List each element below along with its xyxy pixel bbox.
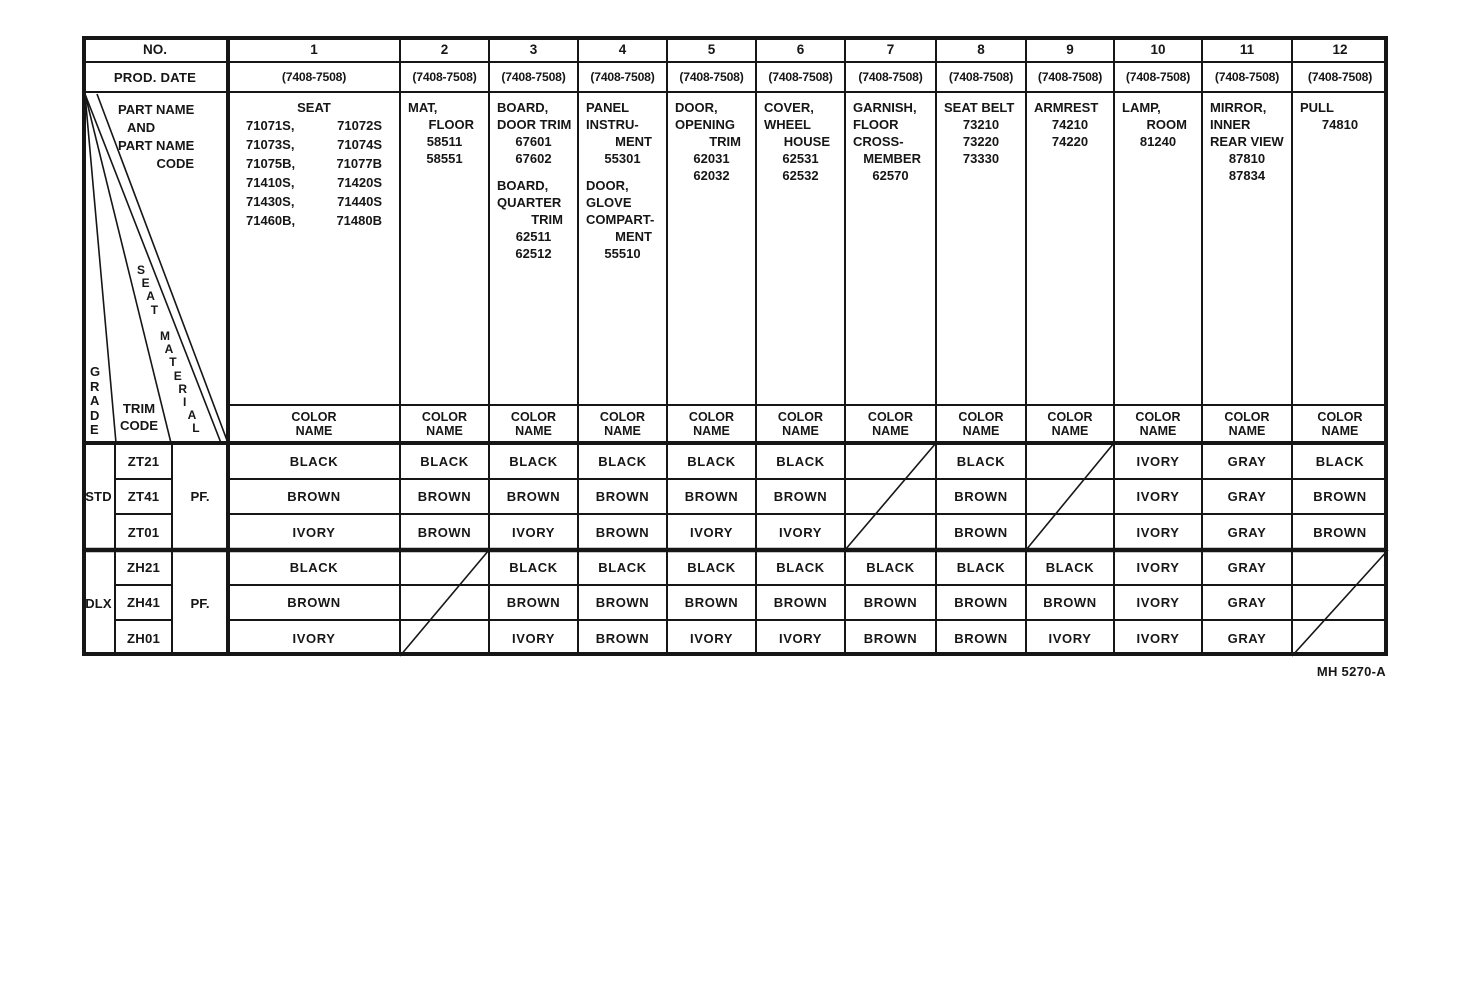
color-value-cell: BROWN — [773, 595, 828, 610]
color-value-cell: IVORY — [1136, 560, 1180, 575]
color-value-cell: BLACK — [776, 560, 825, 575]
part-name-line: 74220 — [1051, 134, 1089, 149]
part-code: 71072S — [337, 118, 382, 133]
prod-date-cell: (7408-7508) — [590, 70, 655, 84]
prod-date-cell: (7408-7508) — [1125, 70, 1191, 84]
color-value-cell: IVORY — [1136, 489, 1180, 504]
column-number-cell: 2 — [440, 41, 449, 57]
color-value-cell: BROWN — [863, 630, 918, 646]
column-number-cell: 9 — [1066, 41, 1074, 57]
part-name-line: HOUSE — [783, 134, 830, 149]
part-name-line: TRIM — [709, 134, 741, 149]
prod-date-cell: (7408-7508) — [1307, 70, 1373, 84]
part-name-line: COMPART- — [586, 212, 655, 227]
seat-material-header-letter: A — [187, 408, 197, 423]
color-value-cell: BLACK — [866, 560, 915, 575]
part-name-line: DOOR, — [675, 100, 718, 115]
color-name-header-line: COLOR — [958, 410, 1004, 424]
color-value-cell: BLACK — [509, 453, 558, 469]
color-name-header-line: COLOR — [421, 410, 468, 424]
part-name-line: DOOR, — [586, 178, 629, 193]
color-value-cell: BLACK — [598, 560, 647, 575]
part-name-line: ARMREST — [1034, 100, 1099, 115]
color-name-header-line: NAME — [1228, 424, 1266, 438]
trim-code-header-line: CODE — [119, 418, 159, 433]
grade-header-letter: A — [90, 393, 100, 409]
color-value-cell: BROWN — [863, 595, 918, 610]
color-value-cell: BROWN — [595, 489, 650, 504]
color-value-cell: BLACK — [598, 453, 647, 469]
prod-date-cell: (7408-7508) — [768, 70, 833, 84]
part-name-line: 62032 — [693, 168, 730, 183]
seat-material-header-letter: T — [169, 355, 177, 370]
color-value-cell: BLACK — [956, 453, 1006, 469]
column-number-cell: 6 — [796, 41, 805, 57]
part-name-line: BOARD, — [497, 178, 549, 193]
prod-date-cell: (7408-7508) — [1037, 70, 1103, 84]
column-number-cell: 12 — [1332, 41, 1348, 57]
part-name-line: 73330 — [962, 151, 1000, 166]
part-code: 71077B — [336, 156, 382, 171]
part-name-line: MENT — [615, 229, 652, 244]
part-name-line: INNER — [1210, 117, 1251, 132]
color-value-cell: IVORY — [779, 630, 822, 646]
parts-color-table — [82, 36, 1388, 656]
part-name-line: 55301 — [604, 151, 641, 166]
color-value-cell: GRAY — [1227, 453, 1267, 469]
grade-header-letter: G — [90, 364, 101, 379]
color-value-cell: BROWN — [773, 489, 828, 504]
part-name-header-line: CODE — [156, 156, 194, 171]
trim-code-cell: ZT41 — [127, 489, 160, 504]
color-value-cell: BROWN — [287, 489, 341, 504]
color-value-cell: BLACK — [1045, 560, 1095, 575]
part-name-line: 74210 — [1051, 117, 1089, 132]
seat-material-header-letter: E — [141, 276, 150, 291]
part-name-line: GARNISH, — [853, 100, 917, 115]
color-value-cell: IVORY — [779, 524, 822, 540]
part-name-line: GLOVE — [586, 195, 632, 210]
part-name-line: 62532 — [782, 168, 819, 183]
color-name-header-line: COLOR — [291, 410, 337, 424]
color-value-cell: IVORY — [690, 524, 733, 540]
color-value-cell: GRAY — [1227, 560, 1267, 575]
part-name-line: 55510 — [604, 246, 641, 261]
part-name-line: 62531 — [782, 151, 819, 166]
part-name-line: REAR VIEW — [1210, 134, 1284, 149]
prod-date-header-cell: PROD. DATE — [113, 69, 197, 85]
color-name-header-line: COLOR — [1317, 410, 1363, 424]
color-value-cell: BLACK — [289, 453, 339, 469]
color-value-cell: BROWN — [1313, 524, 1367, 540]
color-name-header-line: NAME — [1321, 424, 1359, 438]
grid-lines — [82, 36, 1388, 656]
seat-material-header-letter: M — [160, 329, 170, 343]
color-value-cell: BROWN — [1043, 595, 1097, 610]
part-name-line: 67602 — [515, 151, 552, 166]
part-name-line: TRIM — [531, 212, 563, 227]
color-value-cell: BLACK — [687, 453, 736, 469]
part-name-line: SEAT — [297, 100, 331, 115]
part-code: 71460B, — [246, 213, 296, 228]
color-name-header-line: COLOR — [1047, 410, 1093, 424]
color-value-cell: BROWN — [954, 524, 1008, 540]
column-number-cell: 3 — [529, 41, 538, 57]
seat-material-header-letter: E — [173, 368, 182, 383]
color-value-cell: IVORY — [512, 630, 555, 646]
not-applicable-slash — [400, 550, 489, 656]
part-name-line: SEAT BELT — [944, 100, 1015, 115]
color-value-cell: BLACK — [687, 560, 736, 575]
prod-date-cell: (7408-7508) — [1214, 70, 1280, 84]
color-name-header-line: COLOR — [1135, 410, 1181, 424]
part-name-line: MAT, — [408, 100, 438, 115]
part-code: 71480B — [336, 213, 382, 228]
color-name-header-line: COLOR — [599, 410, 646, 424]
color-value-cell: IVORY — [292, 630, 336, 646]
color-value-cell: BROWN — [684, 489, 739, 504]
color-value-cell: BROWN — [595, 595, 650, 610]
column-number-cell: 11 — [1239, 41, 1255, 57]
seat-material-header-letter: A — [146, 289, 155, 304]
color-value-cell: IVORY — [1136, 630, 1180, 646]
column-number-cell: 1 — [310, 41, 318, 57]
color-name-header-line: NAME — [782, 424, 819, 438]
color-value-cell: BROWN — [595, 524, 650, 540]
part-name-line: COVER, — [764, 100, 814, 115]
color-value-cell: BROWN — [506, 595, 561, 610]
trim-code-cell: ZH41 — [126, 595, 161, 610]
part-name-line: 73210 — [962, 117, 1000, 132]
color-value-cell: IVORY — [1136, 595, 1180, 610]
trim-code-cell: ZH21 — [126, 560, 161, 575]
seat-material-header-letter: S — [137, 263, 146, 277]
seat-material-header-letter: L — [192, 421, 200, 436]
color-value-cell: IVORY — [512, 524, 555, 540]
part-name-header-line: PART NAME — [118, 102, 195, 117]
color-value-cell: IVORY — [1136, 453, 1180, 469]
not-applicable-slash — [1292, 550, 1388, 656]
prod-date-cell: (7408-7508) — [948, 70, 1014, 84]
color-value-cell: BROWN — [684, 595, 739, 610]
part-name-line: 62031 — [693, 151, 730, 166]
part-name-line: LAMP, — [1122, 100, 1161, 115]
color-value-cell: BLACK — [289, 560, 339, 575]
color-name-header-line: NAME — [295, 424, 333, 438]
part-name-line: ROOM — [1146, 117, 1187, 132]
color-value-cell: IVORY — [690, 630, 733, 646]
prod-date-cell: (7408-7508) — [501, 70, 566, 84]
color-name-header-line: NAME — [693, 424, 730, 438]
column-number-cell: 7 — [886, 41, 895, 57]
part-name-line: 74810 — [1321, 117, 1359, 132]
part-name-line: WHEEL — [764, 117, 811, 132]
part-name-line: 67601 — [515, 134, 552, 149]
part-name-line: QUARTER — [497, 195, 562, 210]
part-name-line: 81240 — [1139, 134, 1177, 149]
color-name-header-line: NAME — [962, 424, 1000, 438]
color-value-cell: BLACK — [420, 453, 469, 469]
trim-code-cell: ZT01 — [127, 524, 160, 540]
part-name-line: 87810 — [1228, 151, 1266, 166]
color-value-cell: BROWN — [287, 595, 341, 610]
part-name-header-line: PART NAME — [118, 138, 195, 153]
column-number-cell: 5 — [707, 41, 716, 57]
part-name-line: INSTRU- — [586, 117, 639, 132]
part-code: 71420S — [337, 175, 382, 190]
part-name-line: 62511 — [515, 229, 552, 244]
seat-material-cell: PF. — [190, 595, 210, 611]
part-code: 71074S — [337, 137, 382, 152]
color-value-cell: IVORY — [1136, 524, 1180, 540]
grade-header-letter: D — [90, 407, 100, 423]
part-name-line: MIRROR, — [1210, 100, 1267, 115]
color-value-cell: IVORY — [1048, 630, 1092, 646]
prod-date-cell: (7408-7508) — [412, 70, 477, 84]
color-value-cell: GRAY — [1227, 524, 1267, 540]
part-name-line: 58551 — [426, 151, 463, 166]
seat-material-header-letter: R — [178, 381, 188, 396]
color-name-header-line: COLOR — [777, 410, 824, 424]
color-value-cell: BROWN — [595, 630, 650, 646]
part-name-line: MEMBER — [863, 151, 921, 166]
color-value-cell: BROWN — [506, 489, 561, 504]
part-name-line: FLOOR — [853, 117, 899, 132]
part-name-line: PANEL — [586, 100, 630, 115]
part-name-line: DOOR TRIM — [497, 117, 572, 132]
part-code: 71430S, — [246, 194, 295, 209]
part-name-line: 58511 — [426, 134, 463, 149]
part-name-header-line: AND — [127, 120, 156, 135]
seat-material-header-letter: I — [183, 395, 187, 409]
color-name-header-line: COLOR — [1224, 410, 1270, 424]
color-value-cell: BLACK — [509, 560, 558, 575]
part-name-line: BOARD, — [497, 100, 549, 115]
seat-material-header-letter: A — [164, 342, 174, 357]
color-value-cell: BROWN — [954, 595, 1008, 610]
color-value-cell: BROWN — [417, 489, 472, 504]
prod-date-cell: (7408-7508) — [281, 70, 347, 84]
part-code: 71440S — [337, 194, 382, 209]
part-name-line: FLOOR — [428, 117, 474, 132]
part-code: 71075B, — [246, 156, 296, 171]
color-value-cell: IVORY — [292, 524, 336, 540]
color-value-cell: BLACK — [1315, 453, 1365, 469]
part-name-line: CROSS- — [853, 134, 904, 149]
color-value-cell: BLACK — [956, 560, 1006, 575]
color-value-cell: BROWN — [954, 489, 1008, 504]
seat-material-cell: PF. — [190, 489, 210, 504]
color-value-cell: BROWN — [417, 524, 472, 540]
color-value-cell: GRAY — [1227, 595, 1267, 610]
grade-cell: DLX — [85, 595, 112, 611]
color-value-cell: GRAY — [1227, 489, 1267, 504]
color-name-header-line: NAME — [604, 424, 641, 438]
figure-code: MH 5270-A — [1316, 664, 1386, 679]
part-name-line: OPENING — [675, 117, 735, 132]
prod-date-cell: (7408-7508) — [679, 70, 744, 84]
part-name-line: 73220 — [962, 134, 1000, 149]
part-name-line: 87834 — [1228, 168, 1266, 183]
column-number-cell: 8 — [977, 41, 985, 57]
part-name-line: 62512 — [515, 246, 552, 261]
trim-code-cell: ZH01 — [126, 630, 161, 646]
grade-header-letter: E — [90, 422, 99, 438]
grade-cell: STD — [85, 489, 112, 504]
color-value-cell: BLACK — [776, 453, 825, 469]
column-number-cell: 4 — [618, 41, 627, 57]
part-name-line: MENT — [615, 134, 652, 149]
color-name-header-line: COLOR — [867, 410, 914, 424]
not-applicable-slash — [845, 443, 936, 550]
prod-date-cell: (7408-7508) — [858, 70, 923, 84]
color-name-header-line: COLOR — [688, 410, 735, 424]
color-name-header-line: NAME — [426, 424, 463, 438]
color-value-cell: BROWN — [954, 630, 1008, 646]
part-code: 71073S, — [246, 137, 295, 152]
seat-material-header-letter: T — [150, 302, 159, 317]
trim-code-header-line: TRIM — [122, 401, 156, 416]
color-name-header-line: NAME — [1051, 424, 1089, 438]
column-number-cell: 10 — [1150, 41, 1166, 57]
grade-header-letter: R — [90, 378, 100, 394]
trim-code-cell: ZT21 — [127, 453, 160, 469]
part-code: 71410S, — [246, 175, 295, 190]
part-name-line: PULL — [1300, 100, 1334, 115]
color-name-header-line: NAME — [872, 424, 909, 438]
not-applicable-slash — [1026, 443, 1114, 550]
color-value-cell: GRAY — [1227, 630, 1267, 646]
no-header-cell: NO. — [142, 41, 167, 57]
color-name-header-line: NAME — [515, 424, 552, 438]
color-name-header-line: NAME — [1139, 424, 1177, 438]
part-name-line: 62570 — [872, 168, 909, 183]
color-value-cell: BROWN — [1313, 489, 1367, 504]
part-code: 71071S, — [246, 118, 295, 133]
color-name-header-line: COLOR — [510, 410, 557, 424]
